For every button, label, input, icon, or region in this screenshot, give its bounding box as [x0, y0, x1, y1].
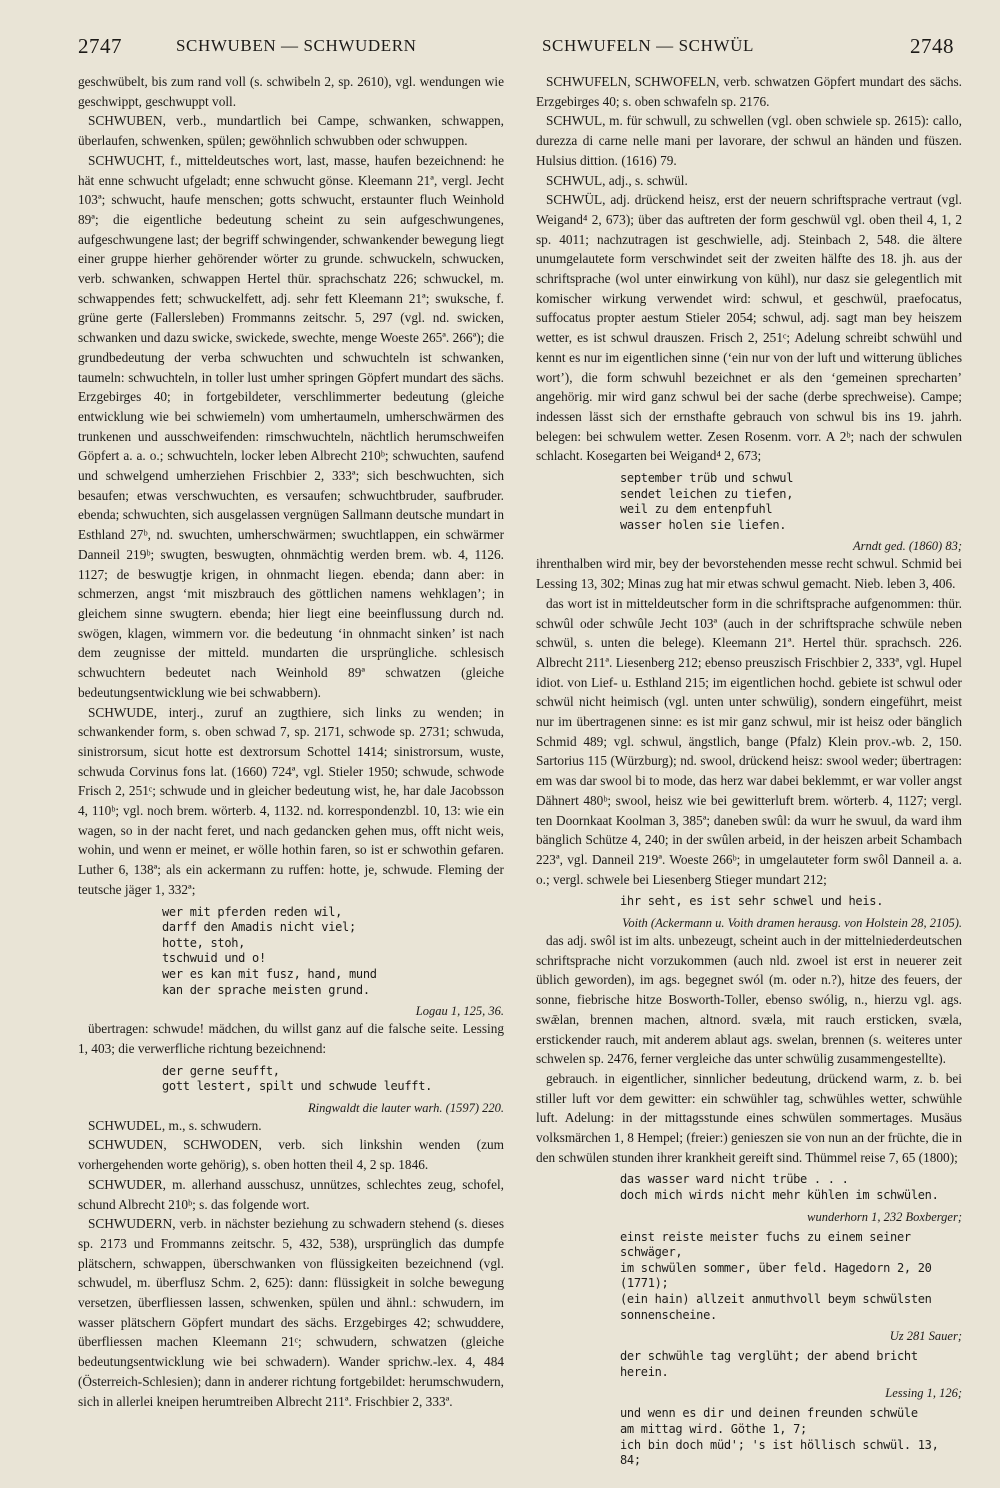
verse-source: Logau 1, 125, 36. — [415, 1004, 504, 1019]
dictionary-entry: ihrenthalben wird mir, bey der bevorstehenden messe recht schwul. Schmid bei Lessing 13, 302; Minas zug hat mir etwas schwul gemacht. Nieb. leben 3, 406. — [536, 556, 962, 592]
verse-quotation: das wasser ward nicht trübe . . . doch mich wirds nicht mehr kühlen im schwülen. — [620, 1172, 939, 1203]
verse-quotation: und wenn es dir und deinen freunden schwüle am mittag wird. Göthe 1, 7; ich bin doch müd'; 's ist höllisch schwül. 13, 84; — [620, 1406, 939, 1468]
dictionary-entry: SCHWUDEN, SCHWODEN, verb. sich linkshin wenden (zum vorhergehenden worte gehörig), s. oben hotten theil 4, 2 sp. 1846. — [78, 1137, 504, 1173]
left-running-head: SCHWUBEN — SCHWUDERN — [176, 36, 417, 55]
dictionary-entry: SCHWUDERN, verb. in nächster beziehung zu schwadern stehend (s. dieses sp. 2173 und Frommanns zeitschr. 5, 432, 538), ursprünglich das dumpfe plätschern, schwappen, überschwanken von flüssigkeiten bezeichnend (vgl. schwudel, m. überflusz Schm. 2, 625): dann: flüssigkeit in solche bewegung versetzen, überfliessen lassen, schwenken, spülen und ähnl.: schwudern, im wasser plätschern Göpfert mundart des sächs. Erzgebirges 42; schwuddere, überfliessen machen Kleemann 21ᶜ; schwudern, schwatzen (gleiche bedeutungsentwicklung wie bei schwadern). Wander sprichw.-lex. 4, 484 (Österreich-Schlesien); dann in anderer richtung fortgebildet: herumschwudern, sich in allerlei kneipen herumtreiben Albrecht 211ª. Frischbier 2, 333ª. — [78, 1216, 504, 1409]
dictionary-entry: geschwübelt, bis zum rand voll (s. schwibeln 2, sp. 2610), vgl. wendungen wie geschwippt, geschwuppt voll. — [78, 74, 504, 109]
dictionary-entry: gebrauch. in eigentlicher, sinnlicher bedeutung, drückend warm, z. b. bei stiller luft vor dem gewitter: ein schwühler tag, schwühles wetter, schwühle luft. Adelung: in der mittagsstunde eines schwülen sommertages. Musäus volksmärchen 1, 8 Hempel; (freier:) genieszen sie von nun an der früchte, die in den schwülen stunden ihrer krankheit gereift sind. Thümmel reise 7, 65 (1800); — [536, 1070, 962, 1165]
verse-source: Lessing 1, 126; — [885, 1386, 962, 1401]
dictionary-entry: das adj. swôl ist im alts. unbezeugt, scheint auch in der mittelniederdeutschen schriftsprache nicht vorzukommen (auch nld. zwoel ist erst in neuerer zeit üblich geworden), im ags. begegnet swól (m. oder n.?), hitze des feuers, der sonne, fiebrische hitze Bosworth-Toller, ebenso swólig, n., hierzu vgl. ags. swǣlan, brennen machen, altnord. svæla, mit rauch ersticken, svæla, erstickender rauch, mit anderem ablaut ags. swelan, brennen (s. weiteres unter schwelen sp. 2476, ferner vergleiche das unter schwülig zusammengestellte). — [536, 932, 962, 1067]
dictionary-entry: SCHWUBEN, verb., mundartlich bei Campe, schwanken, schwappen, überlaufen, schwenken, spülen; gewöhnlich schwubben oder schwuppen. — [78, 113, 504, 149]
dictionary-entry: das wort ist in mitteldeutscher form in die schriftsprache aufgenommen: thür. schwûl oder schwûle Jecht 103ª (auch in der schriftsprache schwüle neben schwül, s. unten die belege). Kleemann 21ª. Hertel thür. sprachsch. 226. Albrecht 211ª. Liesenberg 212; ebenso preuszisch Frischbier 2, 333ª, vgl. Hupel idiot. von Lief- u. Esthland 215; im eigentlichen hochd. gebiete ist schwul oder schwül nicht heimisch (vgl. unten unter schwülig), sondern eingeführt, meist nur im übertragenen sinne: es ist mir ganz schwul, mir ist heisz oder bänglich Schmid 489; vgl. schwul, ängstlich, bange (Pfalz) Klein prov.-wb. 2, 150. Sartorius 115 (Würzburg); nd. swool, drückend heisz: swool weder; übertragen: em was dar swool bi to mode, das herz war dabei beklemmt, er war voller angst Dähnert 480ᵇ; swool, heisz wie bei gewitterluft brem. wörterb. 4, 1127; vergl. ten Doornkaat Koolman 3, 385ª; daneben swûl: da wurr he swuul, da ward ihm bänglich Schütze 4, 240; in der swûlen arbeid, in der heiszen arbeit Schambach 223ª, vgl. Danneil 219ª. Woeste 266ᵇ; in umgelauteter form swôl Danneil a. a. o.; vergl. schwele bei Liesenberg Stieger mundart 212; — [536, 595, 962, 887]
dictionary-entry: SCHWÜL, adj. drückend heisz, erst der neuern schriftsprache vertraut (vgl. Weigand⁴ 2, 673); über das auftreten der form geschwül vgl. oben theil 4, 1, 2 sp. 4011; nachzutragen ist geschwielle, adj. Steinbach 2, 548. die ältere unumgelautete form verschwindet seit der zweiten hälfte des 18. jh. aus der schriftsprache (wol unter einwirkung von kühl), nur dasz sie gelegentlich mit komischer wirkung verwendet wird: schwul, et geschwül, praefocatus, suffocatus propter aestum Stieler 2054; schwul, adj. sagt man bey heiszem wetter, es ist schwul drauszen. Frisch 2, 251ᶜ; Adelung schreibt schwühl und kennt es nur im eigentlichen sinne (‘ein nur von der luft und witterung übliches wort’), die form schwuhl bezeichnet er als den ‘gemeinen sprecharten’ angehörig. mir wird ganz schwul bei der sache (derbe sprechweise). Campe; indessen lässt sich der ernsthafte gebrauch von schwul bis ins 19. jahrh. belegen: bei schwulem wetter. Zesen Rosenm. vorr. A 2ᵇ; nach der schwulen schlacht. Kosegarten bei Weigand⁴ 2, 673; — [536, 192, 962, 464]
dictionary-entry: SCHWUDER, m. allerhand ausschusz, unnützes, schlechtes zeug, schofel, schund Albrecht 210ᵇ; s. das folgende wort. — [78, 1176, 504, 1212]
verse-quotation: einst reiste meister fuchs zu einem seiner schwäger, im schwülen sommer, über feld. Hagedorn 2, 20 (1771); (ein hain) allzeit anmuthvoll beym schwülsten sonnenscheine. — [620, 1229, 932, 1322]
dictionary-entry: SCHWUL, m. für schwull, zu schwellen (vgl. oben schwiele sp. 2615): callo, durezza di carne nelle mani per lavorare, der schwul an händen und füszen. Hulsius dittion. (1616) 79. — [536, 113, 962, 168]
verse-quotation: der schwühle tag verglüht; der abend bricht herein. — [620, 1349, 918, 1379]
verse-quotation: september trüb und schwul sendet leichen zu tiefen, weil zu dem entenpfuhl wasser holen sie liefen. — [620, 471, 794, 532]
dictionary-entry: SCHWUCHT, f., mitteldeutsches wort, last, masse, haufen bezeichnend: he hät enne schwucht ufgeladt; enne schwucht gönse. Kleemann 21ª, vergl. Jecht 103ª; schwucht, haufe menschen; gotts schwucht, erstaunter fluch Weinhold 89ª; die eigentliche bedeutung scheint zu sein aufgeschwungenes, aufgeschwungene last; der begriff schwingender, schwankender bewegung liegt einer gruppe hierher gehörender wörter zu grunde. schwuckeln, schwucken, verb. schwanken, schwappen Hertel thür. sprachschatz 226; schwuckel, m. schwappendes fett; schwuckelfett, adj. sehr fett Kleemann 21ª; swuksche, f. grüne gerte (Fallersleben) Frommanns zeitschr. 5, 297 (vgl. nd. swicken, schwanken und dazu swicke, swickede, swechte, menge Woeste 265ª. 266ª); die grundbedeutung der verba schwuchten und schwuchteln ist schwanken, taumeln: schwuchteln, in toller lust umher springen Göpfert mundart des sächs. Erzgebirges 40; in fortgebildeter, verschlimmerter bedeutung (gleiche entwicklung wie bei schwiemeln) vom umhertaumeln, umherschwärmen des trunkenen und ausschweifenden: rimschwuchteln, nächtlich herumschweifen Göpfert a. a. o.; schwuchteln, locker leben Albrecht 210ᵇ; schwuchten, saufend und schwelgend umherziehen Frischbier 2, 333ª; sich beschwuchten, sich besaufen; etwas verschwuchten, es versaufen; schwuchtbruder, saufbruder. ebenda; schwuchten, sich ausgelassen vergnügen Sallmann deutsche mundart in Esthland 27ᵇ, nd. swuchten, umherschwärmen; swuchtlappen, ein schwärmer Danneil 219ᵇ; swugten, beswugten, ohnmächtig werden brem. wb. 4, 1126. 1127; de beswugtje krigen, in ohnmacht liegen. ebenda; dann aber: in schmerzen, angst ‘mit miszbrauch des göttlichen namens wehklagen’; in gleichem sinne swugtern. ebenda; hier liegt eine beeinflussung durch nd. swögen, klagen, wimmern vor. die bedeutung ‘in ohnmacht sinken’ ist nach dem zeugnisse der mitteld. mundarten die ursprüngliche. schlesisch schwuchtern bedeutet nach Weinhold 89ª schwatzen (gleiche bedeutungsentwicklung wie bei schwabbern). — [78, 152, 504, 700]
dictionary-entry: übertragen: schwude! mädchen, du willst ganz auf die falsche seite. Lessing 1, 403; die verwerfliche richtung bezeichnend: — [78, 1021, 504, 1056]
dictionary-entry: SCHWUL, adj., s. schwül. — [546, 172, 688, 188]
right-running-head: SCHWUFELN — SCHWÜL — [542, 36, 754, 55]
left-page-number: 2747 — [78, 34, 122, 58]
dictionary-entry: SCHWUFELN, SCHWOFELN, verb. schwatzen Göpfert mundart des sächs. Erzgebirges 40; s. oben schwafeln sp. 2176. — [536, 74, 962, 109]
verse-quotation: der gerne seufft, gott lestert, spilt und schwude leufft. — [162, 1063, 433, 1094]
verse-quotation: wer mit pferden reden wil, darff den Amadis nicht viel; hotte, stoh, tschwuid und o! wer es kan mit fusz, hand, mund kan der sprache meisten grund. — [162, 904, 377, 997]
verse-source: Ringwaldt die lauter warh. (1597) 220. — [308, 1100, 504, 1115]
verse-quotation: ihr seht, es ist sehr schwel und heis. — [620, 894, 884, 909]
right-page-number: 2748 — [910, 34, 954, 58]
dictionary-entry: SCHWUDE, interj., zuruf an zugthiere, sich links zu wenden; in schwankender form, s. oben schwad 7, sp. 2171, schwode sp. 2731; schwuda, sinistrorsum, sicut hotte est dextrorsum Schottel 1414; sinistrorsum, wuste, schwuda Corvinus fons lat. (1660) 724ª, vgl. Stieler 1950; schwude, schwode Frisch 2, 251ᶜ; schwude und in gleicher bedeutung wist, he, har dale Jacobsson 4, 110ᵇ; vgl. noch brem. wörterb. 4, 1132. nd. korrespondenzbl. 10, 13: wie ein wagen, so in der nacht feret, und nach gedancken gehen mus, offt nicht weis, wohin, und wenn er meinet, er wölle hothin faren, so ist er schwothin gefaren. Luther 6, 138ª; als ein ackermann zu ruffen: hotte, je, schwude. Fleming der teutsche jäger 1, 332ª; — [78, 704, 504, 897]
page-header — [78, 30, 954, 72]
dictionary-entry: SCHWUDEL, m., s. schwudern. — [88, 1117, 262, 1133]
right-column — [536, 72, 962, 1474]
left-column — [78, 72, 504, 1411]
verse-source: wunderhorn 1, 232 Boxberger; — [807, 1209, 962, 1224]
verse-source: Voith (Ackermann u. Voith dramen herausg. von Holstein 28, 2105). — [622, 915, 962, 930]
verse-source: Arndt ged. (1860) 83; — [852, 539, 962, 554]
verse-source: Uz 281 Sauer; — [889, 1329, 962, 1344]
